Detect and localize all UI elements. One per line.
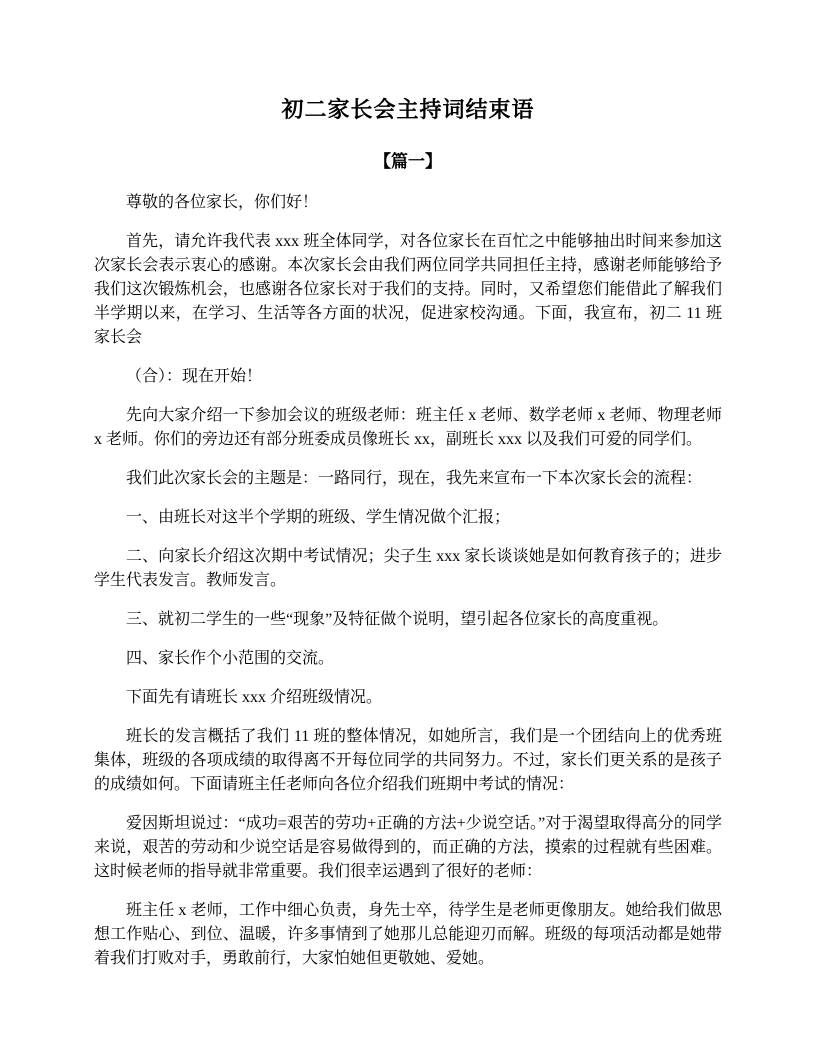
paragraph: 下面先有请班长 xxx 介绍班级情况。 (126, 688, 383, 706)
paragraph: 首先，请允许我代表 xxx 班全体同学，对各位家长在百忙之中能够抽出时间来参加这次家长会表示衷心的感谢。本次家长会由我们两位同学共同担任主持，感谢老师能够给予我们这次锻炼机会，也感谢各位家长对于我们的支持。同时，又希望您们能借此了解我们半学期以来，在学习、生活等各方面的状况，促进家校沟通。下面，我宣布，初二 11 班家长会 (94, 232, 722, 346)
document-title: 初二家长会主持词结束语 (281, 97, 535, 122)
paragraph: 我们此次家长会的主题是：一路同行，现在，我先来宣布一下本次家长会的流程： (126, 469, 703, 487)
paragraph: （合）：现在开始！ (126, 367, 263, 385)
paragraph: 爱因斯坦说过：“成功=艰苦的劳功+正确的方法+少说空话。”对于渴望取得高分的同学来说，艰苦的劳动和少说空话是容易做得到的，而正确的方法，摸索的过程就有些困难。这时候老师的指导就非常重要。我们很幸运遇到了很好的老师： (94, 814, 722, 880)
paragraph: 一、由班长对这半个学期的班级、学生情况做个汇报； (126, 508, 511, 526)
paragraph: 班长的发言概括了我们 11 班的整体情况，如她所言，我们是一个团结向上的优秀班集体，班级的各项成绩的取得离不开每位同学的共同努力。不过，家长们更关系的是孩子的成绩如何。下面请班主任老师向各位介绍我们班期中考试的情况： (94, 727, 722, 793)
section-heading: 【篇一】 (374, 151, 442, 171)
paragraph: 三、就初二学生的一些“现象”及特征做个说明，望引起各位家长的高度重视。 (126, 610, 669, 628)
paragraph: 二、向家长介绍这次期中考试情况；尖子生 xxx 家长谈谈她是如何教育孩子的；进步学生代表发言。教师发言。 (94, 547, 722, 589)
paragraph: 尊敬的各位家长，你们好！ (126, 193, 319, 211)
paragraphs-container (94, 191, 722, 971)
paragraph: 先向大家介绍一下参加会议的班级老师：班主任 x 老师、数学老师 x 老师、物理老师 x 老师。你们的旁边还有部分班委成员像班长 xx，副班长 xxx 以及我们可爱的同学们。 (94, 406, 722, 448)
paragraph: 班主任 x 老师，工作中细心负责，身先士卒，待学生是老师更像朋友。她给我们做思想工作贴心、到位、温暖，许多事情到了她那儿总能迎刃而解。班级的每项活动都是她带着我们打败对手，勇敢前行，大家怕她但更敬她、爱她。 (94, 901, 722, 967)
paragraph: 四、家长作个小范围的交流。 (126, 649, 335, 667)
